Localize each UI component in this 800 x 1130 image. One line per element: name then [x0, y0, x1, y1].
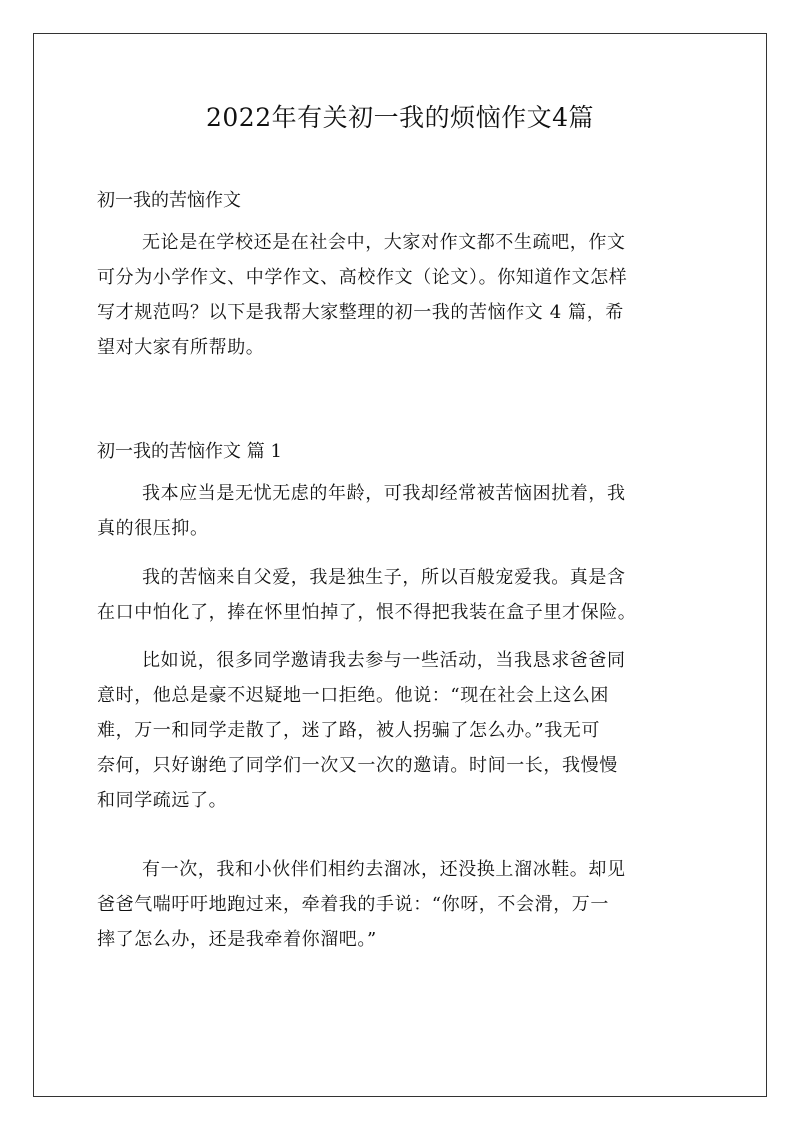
paragraph-line: 比如说，很多同学邀请我去参与一些活动，当我恳求爸爸同 [142, 650, 626, 671]
section-heading: 初一我的苦恼作文 篇 1 [97, 441, 282, 462]
paragraph-line: 我本应当是无忧无虑的年龄，可我却经常被苦恼困扰着，我 [142, 483, 626, 504]
paragraph-line: 难，万一和同学走散了，迷了路，被人拐骗了怎么办。”我无可 [97, 720, 600, 741]
paragraph-line: 爸爸气喘吁吁地跑过来，牵着我的手说：“你呀，不会滑，万一 [97, 894, 609, 915]
paragraph-line: 有一次，我和小伙伴们相约去溜冰，还没换上溜冰鞋。却见 [142, 859, 626, 880]
paragraph-line: 摔了怎么办，还是我牵着你溜吧。” [97, 929, 377, 950]
body-paragraph-1 [97, 476, 703, 546]
intro-paragraph [97, 225, 703, 365]
paragraph-line: 我的苦恼来自父爱，我是独生子，所以百般宠爱我。真是含 [142, 567, 626, 588]
paragraph-line: 无论是在学校还是在社会中，大家对作文都不生疏吧，作文 [142, 232, 626, 253]
body-paragraph-4 [97, 852, 703, 957]
paragraph-line: 在口中怕化了，捧在怀里怕掉了，恨不得把我装在盒子里才保险。 [97, 602, 637, 623]
paragraph-line: 意时，他总是豪不迟疑地一口拒绝。他说：“现在社会上这么困 [97, 685, 609, 706]
intro-heading: 初一我的苦恼作文 [97, 190, 241, 211]
paragraph-line: 望对大家有所帮助。 [97, 337, 265, 358]
paragraph-line: 真的很压抑。 [97, 518, 209, 539]
paragraph-line: 和同学疏远了。 [97, 790, 228, 811]
document-title: 2022年有关初一我的烦恼作文4篇 [205, 103, 595, 132]
paragraph-line: 写才规范吗？以下是我帮大家整理的初一我的苦恼作文 4 篇，希 [97, 302, 624, 323]
paragraph-line: 奈何，只好谢绝了同学们一次又一次的邀请。时间一长，我慢慢 [97, 755, 618, 776]
paragraph-line: 可分为小学作文、中学作文、高校作文（论文）。你知道作文怎样 [97, 267, 628, 288]
body-paragraph-2 [97, 560, 703, 630]
body-paragraph-3 [97, 643, 703, 818]
